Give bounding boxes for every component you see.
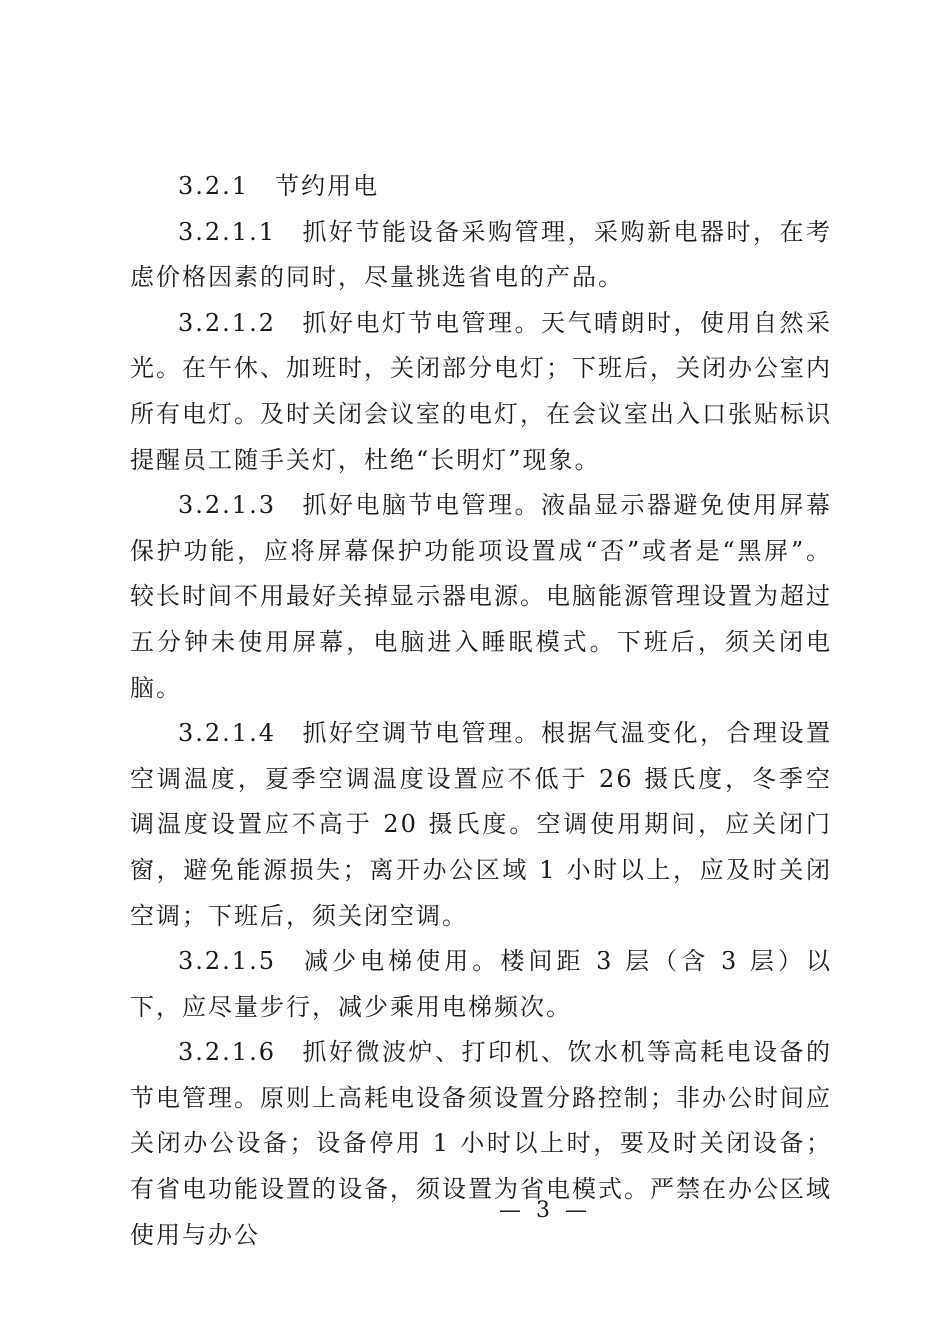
clause-number: 3.2.1.5 xyxy=(178,947,276,976)
clause-number: 3.2.1.4 xyxy=(178,719,276,748)
clause-paragraph xyxy=(130,301,832,483)
clause-number: 3.2.1.2 xyxy=(178,308,276,337)
clause-paragraph xyxy=(130,483,832,711)
clause-text: 抓好微波炉、打印机、饮水机等高耗电设备的节电管理。原则上高耗电设备须设置分路控制；非办公时间应关闭办公设备；设备停用 1 小时以上时，要及时关闭设备；有省电功能设置的设备，须设置为省电模式。严禁在办公区域使用与办公 xyxy=(130,1038,832,1249)
clause-paragraph xyxy=(130,210,832,301)
clause-text: 减少电梯使用。楼间距 3 层（含 3 层）以下，应尽量步行，减少乘用电梯频次。 xyxy=(130,947,832,1021)
clause-text: 抓好节能设备采购管理，采购新电器时，在考虑价格因素的同时，尽量挑选省电的产品。 xyxy=(130,217,832,292)
clause-paragraph xyxy=(130,711,832,939)
section-heading xyxy=(130,164,832,210)
clause-number: 3.2.1.6 xyxy=(178,1038,276,1067)
section-title: 节约用电 xyxy=(275,172,380,200)
clause-number: 3.2.1.1 xyxy=(178,217,276,246)
section-number: 3.2.1 xyxy=(178,172,250,200)
clause-paragraph xyxy=(130,939,832,1030)
clause-text: 抓好电灯节电管理。天气晴朗时，使用自然采光。在午休、加班时，关闭部分电灯；下班后，关闭办公室内所有电灯。及时关闭会议室的电灯，在会议室出入口张贴标识提醒员工随手关灯，杜绝“长明灯”现象。 xyxy=(130,308,832,474)
clause-text: 抓好空调节电管理。根据气温变化，合理设置空调温度，夏季空调温度设置应不低于 26 摄氏度，冬季空调温度设置应不高于 20 摄氏度。空调使用期间，应关闭门窗，避免能源损失；离开办公区域 1 小时以上，应及时关闭空调；下班后，须关闭空调。 xyxy=(130,719,832,930)
clause-number: 3.2.1.3 xyxy=(178,491,276,520)
page-number: — 3 — xyxy=(499,1198,591,1223)
clause-text: 抓好电脑节电管理。液晶显示器避免使用屏幕保护功能，应将屏幕保护功能项设置成“否”或者是“黑屏”。较长时间不用最好关掉显示器电源。电脑能源管理设置为超过五分钟未使用屏幕，电脑进入睡眠模式。下班后，须关闭电脑。 xyxy=(130,491,832,702)
document-body xyxy=(130,164,832,1258)
